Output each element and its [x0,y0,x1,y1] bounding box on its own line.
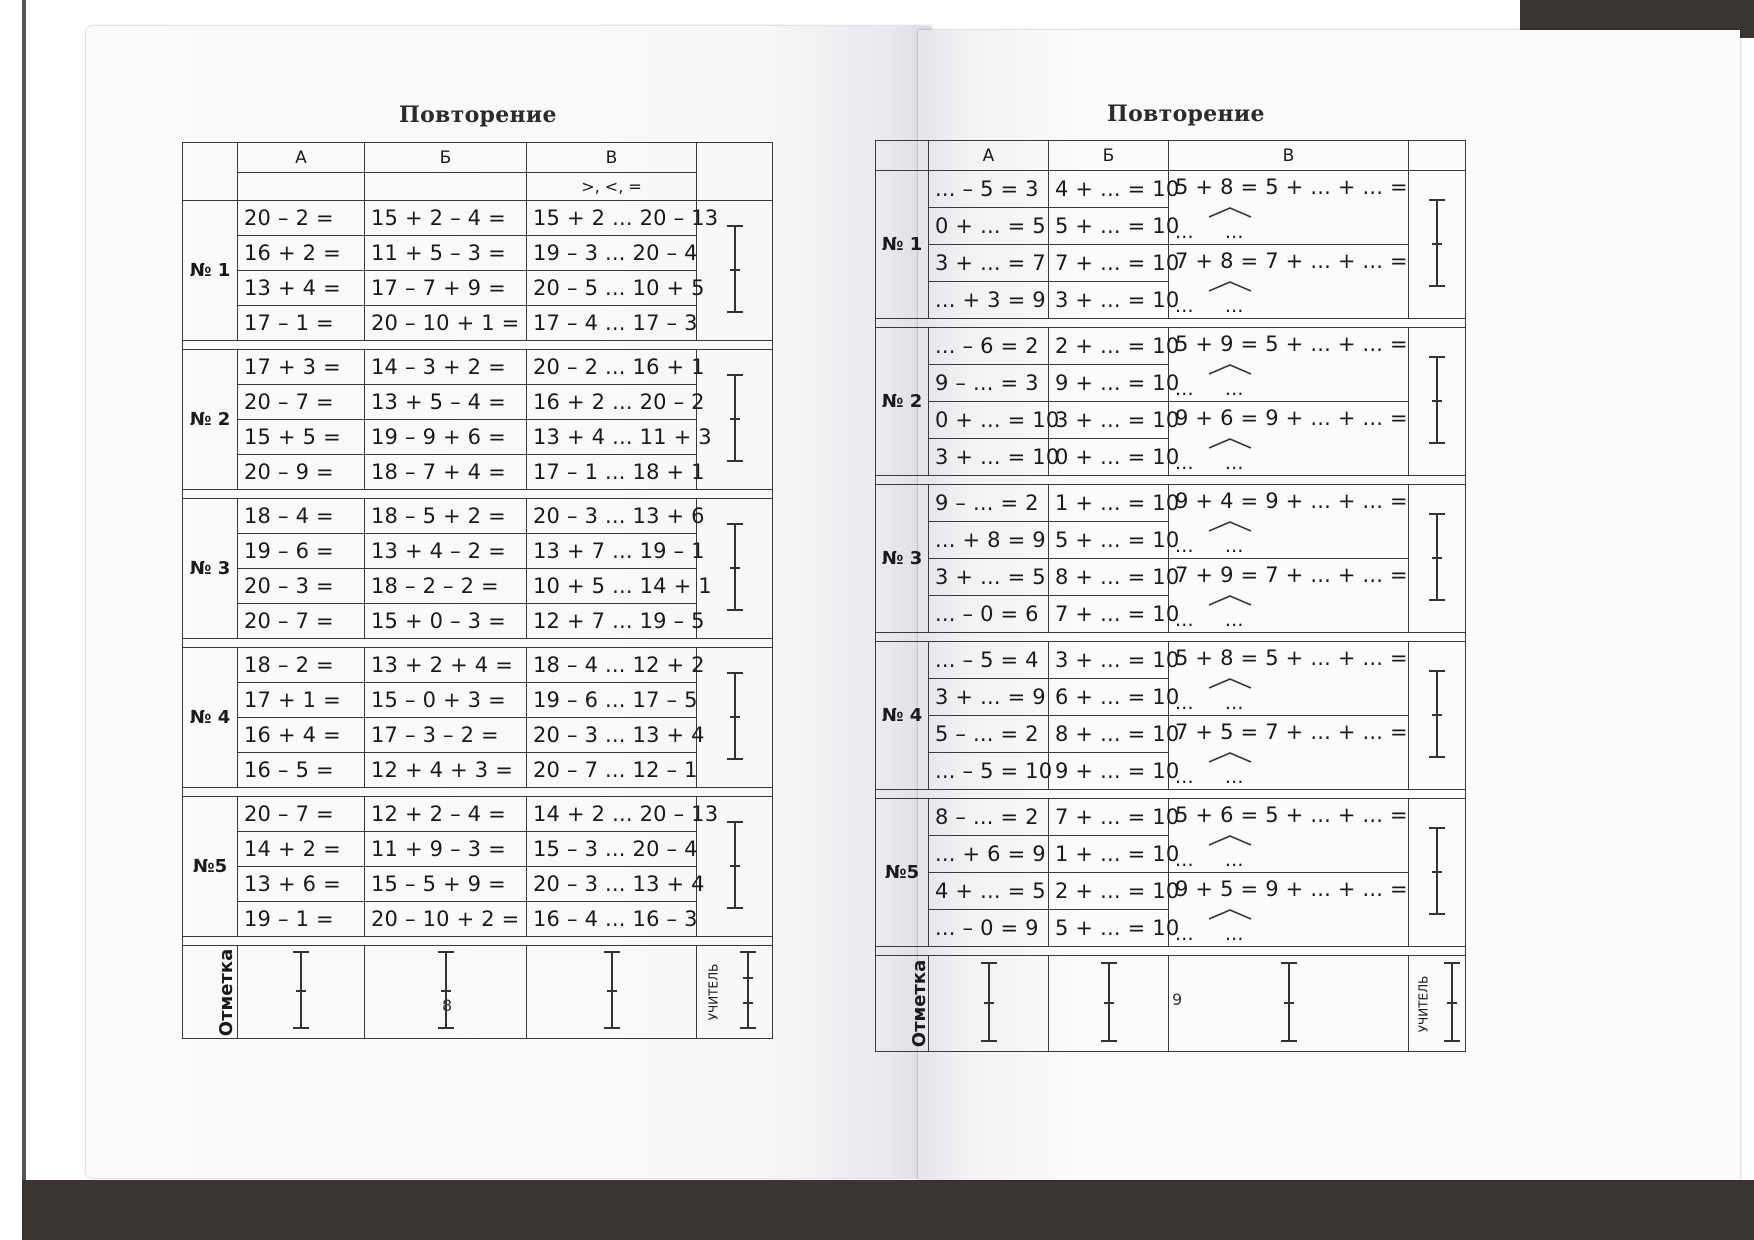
exercise-row [876,559,1466,596]
exercise-row [183,306,773,341]
exercise-cell[interactable]: 11 + 9 – 3 = [365,832,527,867]
footer-label-cell [183,946,238,1039]
grade-cell[interactable] [1409,328,1466,476]
grade-mark-icon [1444,962,1460,1042]
exercise-cell[interactable]: 13 + 6 = [238,867,365,902]
exercise-cell[interactable]: 5 – ... = 2 [929,716,1049,753]
exercise-cell[interactable]: 20 – 3 ... 13 + 4 [527,718,697,753]
grade-cell[interactable] [697,201,773,341]
scan-border-bottom [22,1180,1754,1240]
task-number: № 2 [876,328,929,476]
grade-cell[interactable] [1049,956,1169,1052]
column-header: А [238,143,365,173]
split-brace-icon [1207,206,1253,218]
exercise-cell[interactable]: 20 – 7 = [238,604,365,639]
page-title: Повторение [1107,101,1265,127]
decomposition-cell[interactable] [1169,171,1409,245]
exercise-cell[interactable]: 15 – 5 + 9 = [365,867,527,902]
decomposition-expression: 5 + 8 = 5 + ... + ... = [1175,175,1408,199]
grade-mark-icon [727,523,743,611]
grade-mark-icon [604,951,620,1029]
exercise-cell[interactable]: 9 + ... = 10 [1049,365,1169,402]
exercise-cell[interactable]: 17 – 3 – 2 = [365,718,527,753]
decomposition-cell[interactable] [1169,245,1409,319]
split-brace-icon [1207,520,1253,532]
grade-cell[interactable] [1169,956,1409,1052]
decomposition-cell[interactable] [1169,328,1409,402]
split-placeholders: ... ... [1175,609,1244,631]
exercise-cell[interactable]: 17 + 1 = [238,683,365,718]
task-number: № 3 [183,499,238,639]
exercise-cell[interactable]: 5 + ... = 10 [1049,208,1169,245]
exercise-cell[interactable]: 3 + ... = 7 [929,245,1049,282]
exercise-cell[interactable]: 15 – 3 ... 20 – 4 [527,832,697,867]
exercise-cell[interactable]: 3 + ... = 5 [929,559,1049,596]
split-placeholders: ... ... [1175,535,1244,557]
exercise-row [876,328,1466,365]
exercise-row [183,832,773,867]
exercise-cell[interactable]: 20 – 10 + 2 = [365,902,527,937]
corner-cell [876,141,929,171]
grade-mark-icon [1429,356,1445,444]
split-placeholders: ... ... [1175,221,1244,243]
grade-mark-icon [1429,199,1445,287]
exercise-cell[interactable]: 16 + 2 ... 20 – 2 [527,385,697,420]
exercise-row [876,642,1466,679]
exercise-cell[interactable]: 20 – 10 + 1 = [365,306,527,341]
grade-cell[interactable] [238,946,365,1039]
grade-mark-icon [1429,670,1445,758]
exercise-cell[interactable]: 18 – 2 – 2 = [365,569,527,604]
exercise-cell[interactable]: 20 – 7 = [238,797,365,832]
grade-cell[interactable] [697,648,773,788]
split-placeholders: ... ... [1175,378,1244,400]
split-brace-icon [1207,363,1253,375]
exercise-row [183,718,773,753]
decomposition-cell[interactable] [1169,716,1409,790]
exercise-cell[interactable]: 7 + ... = 10 [1049,799,1169,836]
group-gap [183,937,773,946]
exercise-cell[interactable]: 19 – 3 ... 20 – 4 [527,236,697,271]
left-page [86,26,931,1178]
decomposition-expression: 9 + 5 = 9 + ... + ... = [1175,877,1408,901]
grade-mark-icon [727,374,743,462]
exercise-cell[interactable]: 15 – 0 + 3 = [365,683,527,718]
exercise-cell[interactable]: 7 + ... = 10 [1049,596,1169,633]
exercise-cell[interactable]: 15 + 5 = [238,420,365,455]
decomposition-expression: 9 + 6 = 9 + ... + ... = [1175,406,1408,430]
footer-row [183,946,773,1039]
exercise-cell[interactable]: 20 – 2 ... 16 + 1 [527,350,697,385]
exercise-cell[interactable]: 0 + ... = 10 [929,402,1049,439]
exercise-cell[interactable]: ... – 0 = 9 [929,910,1049,947]
group-gap [183,341,773,350]
exercise-cell[interactable]: 18 – 5 + 2 = [365,499,527,534]
decomposition-expression: 5 + 6 = 5 + ... + ... = [1175,803,1408,827]
split-brace-icon [1207,280,1253,292]
column-header: В [1169,141,1409,171]
exercise-cell[interactable]: 5 + ... = 10 [1049,522,1169,559]
footer-label: Отметка [909,959,931,1048]
exercise-row [183,385,773,420]
exercise-cell[interactable]: 19 – 1 = [238,902,365,937]
exercise-cell[interactable]: ... – 5 = 4 [929,642,1049,679]
exercise-cell[interactable]: 3 + ... = 10 [1049,282,1169,319]
footer-row [876,956,1466,1052]
split-placeholders: ... ... [1175,295,1244,317]
grade-mark-icon [1281,962,1297,1042]
exercise-cell[interactable]: 3 + ... = 9 [929,679,1049,716]
exercise-row [183,420,773,455]
grade-cell[interactable] [697,350,773,490]
split-placeholders: ... ... [1175,766,1244,788]
exercise-cell[interactable]: 3 + ... = 10 [1049,402,1169,439]
exercise-row [183,797,773,832]
exercise-cell[interactable]: 0 + ... = 5 [929,208,1049,245]
exercise-row [183,648,773,683]
worksheet-table-left [182,142,773,1039]
right-page [881,30,1740,1180]
exercise-cell[interactable]: 17 – 7 + 9 = [365,271,527,306]
exercise-cell[interactable]: 1 + ... = 10 [1049,485,1169,522]
decomposition-expression: 9 + 4 = 9 + ... + ... = [1175,489,1408,513]
exercise-cell[interactable]: 20 – 3 ... 13 + 4 [527,867,697,902]
exercise-cell[interactable]: 14 + 2 = [238,832,365,867]
exercise-cell[interactable]: 4 + ... = 5 [929,873,1049,910]
exercise-cell[interactable]: 17 – 1 = [238,306,365,341]
split-placeholders: ... ... [1175,923,1244,945]
exercise-row [183,201,773,236]
exercise-cell[interactable]: 6 + ... = 10 [1049,679,1169,716]
exercise-row [183,867,773,902]
exercise-cell[interactable]: 1 + ... = 10 [1049,836,1169,873]
mark-column-header [1409,141,1466,171]
exercise-cell[interactable]: 7 + ... = 10 [1049,245,1169,282]
exercise-row [183,753,773,788]
exercise-cell[interactable]: ... + 8 = 9 [929,522,1049,559]
exercise-cell[interactable]: 12 + 2 – 4 = [365,797,527,832]
exercise-cell[interactable]: 18 – 2 = [238,648,365,683]
exercise-cell[interactable]: 9 – ... = 2 [929,485,1049,522]
column-header: А [929,141,1049,171]
exercise-cell[interactable]: 8 + ... = 10 [1049,716,1169,753]
exercise-cell[interactable]: ... – 5 = 3 [929,171,1049,208]
split-placeholders: ... ... [1175,849,1244,871]
exercise-cell[interactable]: 14 + 2 ... 20 – 13 [527,797,697,832]
exercise-cell[interactable]: 19 – 6 = [238,534,365,569]
exercise-row [876,485,1466,522]
grade-mark-icon [438,951,454,1029]
grade-cell[interactable] [527,946,697,1039]
task-number: № 2 [183,350,238,490]
exercise-cell[interactable]: 9 – ... = 3 [929,365,1049,402]
page-number: 8 [442,996,453,1015]
task-number: № 4 [876,642,929,790]
exercise-cell[interactable]: 13 + 4 = [238,271,365,306]
group-gap [183,788,773,797]
task-number: № 4 [183,648,238,788]
column-header: В [527,143,697,173]
exercise-cell[interactable]: 13 + 4 – 2 = [365,534,527,569]
exercise-row [876,873,1466,910]
subheader-cell [238,173,365,201]
exercise-cell[interactable]: 17 – 1 ... 18 + 1 [527,455,697,490]
group-gap [876,633,1466,642]
header-row [876,141,1466,171]
exercise-cell[interactable]: 20 – 9 = [238,455,365,490]
exercise-cell[interactable]: 11 + 5 – 3 = [365,236,527,271]
exercise-cell[interactable]: ... + 3 = 9 [929,282,1049,319]
exercise-cell[interactable]: 17 + 3 = [238,350,365,385]
grade-mark-icon [1101,962,1117,1042]
split-brace-icon [1207,751,1253,763]
exercise-row [876,402,1466,439]
grade-cell[interactable] [1409,171,1466,319]
grade-mark-icon [293,951,309,1029]
exercise-cell[interactable]: 14 – 3 + 2 = [365,350,527,385]
worksheet-table-right [875,140,1466,1052]
decomposition-cell[interactable] [1169,799,1409,873]
group-gap [876,790,1466,799]
exercise-row [183,350,773,385]
exercise-cell[interactable]: 5 + ... = 10 [1049,910,1169,947]
grade-mark-icon [981,962,997,1042]
subheader-cell [365,173,527,201]
exercise-row [876,171,1466,208]
exercise-cell[interactable]: 20 – 3 ... 13 + 6 [527,499,697,534]
grade-cell[interactable] [929,956,1049,1052]
column-header: Б [1049,141,1169,171]
group-gap [876,947,1466,956]
exercise-cell[interactable]: 4 + ... = 10 [1049,171,1169,208]
page-number: 9 [1172,990,1183,1009]
exercise-cell[interactable]: 19 – 6 ... 17 – 5 [527,683,697,718]
grade-mark-icon [727,225,743,313]
exercise-cell[interactable]: ... – 6 = 2 [929,328,1049,365]
exercise-cell[interactable]: 12 + 4 + 3 = [365,753,527,788]
exercise-cell[interactable]: 18 – 7 + 4 = [365,455,527,490]
split-placeholders: ... ... [1175,692,1244,714]
split-placeholders: ... ... [1175,452,1244,474]
decomposition-expression: 5 + 9 = 5 + ... + ... = [1175,332,1408,356]
decomposition-expression: 7 + 5 = 7 + ... + ... = [1175,720,1408,744]
column-header: Б [365,143,527,173]
split-brace-icon [1207,834,1253,846]
task-number: № 1 [183,201,238,341]
exercise-cell[interactable]: 16 – 5 = [238,753,365,788]
exercise-cell[interactable]: 10 + 5 ... 14 + 1 [527,569,697,604]
exercise-row [183,683,773,718]
split-brace-icon [1207,594,1253,606]
exercise-row [876,716,1466,753]
teacher-cell[interactable] [1409,956,1466,1052]
exercise-cell[interactable]: 20 – 3 = [238,569,365,604]
grade-mark-icon [740,951,756,1029]
grade-mark-icon [1429,827,1445,915]
exercise-cell[interactable]: 3 + ... = 10 [1049,642,1169,679]
exercise-cell[interactable]: 9 + ... = 10 [1049,753,1169,790]
group-gap [183,639,773,648]
exercise-row [876,799,1466,836]
grade-mark-icon [1429,513,1445,601]
corner-cell [183,143,238,201]
teacher-cell[interactable] [697,946,773,1039]
footer-label-cell [876,956,929,1052]
exercise-cell[interactable]: 16 + 2 = [238,236,365,271]
grade-cell[interactable] [1409,799,1466,947]
grade-cell[interactable] [365,946,527,1039]
teacher-label: УЧИТЕЛЬ [1416,975,1431,1032]
exercise-cell[interactable]: 18 – 4 ... 12 + 2 [527,648,697,683]
exercise-cell[interactable]: ... + 6 = 9 [929,836,1049,873]
task-number: № 1 [876,171,929,319]
exercise-cell[interactable]: 15 + 2 – 4 = [365,201,527,236]
exercise-row [183,569,773,604]
header-row [183,143,773,173]
page-title: Повторение [399,102,557,128]
mark-column-header [697,143,773,201]
decomposition-cell[interactable] [1169,559,1409,633]
exercise-cell[interactable]: 3 + ... = 10 [929,439,1049,476]
grade-mark-icon [727,672,743,760]
split-brace-icon [1207,908,1253,920]
exercise-cell[interactable]: 20 – 7 = [238,385,365,420]
grade-mark-icon [727,821,743,909]
grade-cell[interactable] [1409,642,1466,790]
exercise-cell[interactable]: 16 + 4 = [238,718,365,753]
exercise-row [876,245,1466,282]
exercise-cell[interactable]: ... – 0 = 6 [929,596,1049,633]
exercise-cell[interactable]: 2 + ... = 10 [1049,873,1169,910]
group-gap [876,476,1466,485]
decomposition-cell[interactable] [1169,485,1409,559]
exercise-cell[interactable]: 13 + 4 ... 11 + 3 [527,420,697,455]
exercise-cell[interactable]: 17 – 4 ... 17 – 3 [527,306,697,341]
exercise-cell[interactable]: 2 + ... = 10 [1049,328,1169,365]
split-brace-icon [1207,677,1253,689]
scan-edge [22,0,26,1240]
comparison-hint: >, <, = [527,173,697,201]
task-number: №5 [876,799,929,947]
exercise-cell[interactable]: 0 + ... = 10 [1049,439,1169,476]
grade-cell[interactable] [697,499,773,639]
exercise-cell[interactable]: 20 – 2 = [238,201,365,236]
group-gap [183,490,773,499]
exercise-cell[interactable]: 15 + 2 ... 20 – 13 [527,201,697,236]
subheader-row [183,173,773,201]
exercise-cell[interactable]: 13 + 7 ... 19 – 1 [527,534,697,569]
decomposition-expression: 7 + 8 = 7 + ... + ... = [1175,249,1408,273]
task-number: № 3 [876,485,929,633]
exercise-row [183,604,773,639]
exercise-row [183,271,773,306]
decomposition-cell[interactable] [1169,873,1409,947]
exercise-cell[interactable]: 18 – 4 = [238,499,365,534]
exercise-cell[interactable]: 8 – ... = 2 [929,799,1049,836]
decomposition-expression: 5 + 8 = 5 + ... + ... = [1175,646,1408,670]
decomposition-cell[interactable] [1169,402,1409,476]
grade-cell[interactable] [1409,485,1466,633]
exercise-cell[interactable]: 20 – 7 ... 12 – 1 [527,753,697,788]
exercise-cell[interactable]: 13 + 2 + 4 = [365,648,527,683]
exercise-cell[interactable]: 13 + 5 – 4 = [365,385,527,420]
exercise-cell[interactable]: 12 + 7 ... 19 – 5 [527,604,697,639]
footer-label: Отметка [216,948,238,1036]
group-gap [876,319,1466,328]
exercise-cell[interactable]: 19 – 9 + 6 = [365,420,527,455]
exercise-cell[interactable]: 16 – 4 ... 16 – 3 [527,902,697,937]
teacher-label: УЧИТЕЛЬ [706,963,721,1021]
decomposition-cell[interactable] [1169,642,1409,716]
decomposition-expression: 7 + 9 = 7 + ... + ... = [1175,563,1408,587]
exercise-row [183,902,773,937]
exercise-row [183,236,773,271]
exercise-row [183,455,773,490]
exercise-row [183,534,773,569]
exercise-row [183,499,773,534]
exercise-cell[interactable]: 15 + 0 – 3 = [365,604,527,639]
exercise-cell[interactable]: 8 + ... = 10 [1049,559,1169,596]
task-number: №5 [183,797,238,937]
exercise-cell[interactable]: ... – 5 = 10 [929,753,1049,790]
exercise-cell[interactable]: 20 – 5 ... 10 + 5 [527,271,697,306]
split-brace-icon [1207,437,1253,449]
grade-cell[interactable] [697,797,773,937]
